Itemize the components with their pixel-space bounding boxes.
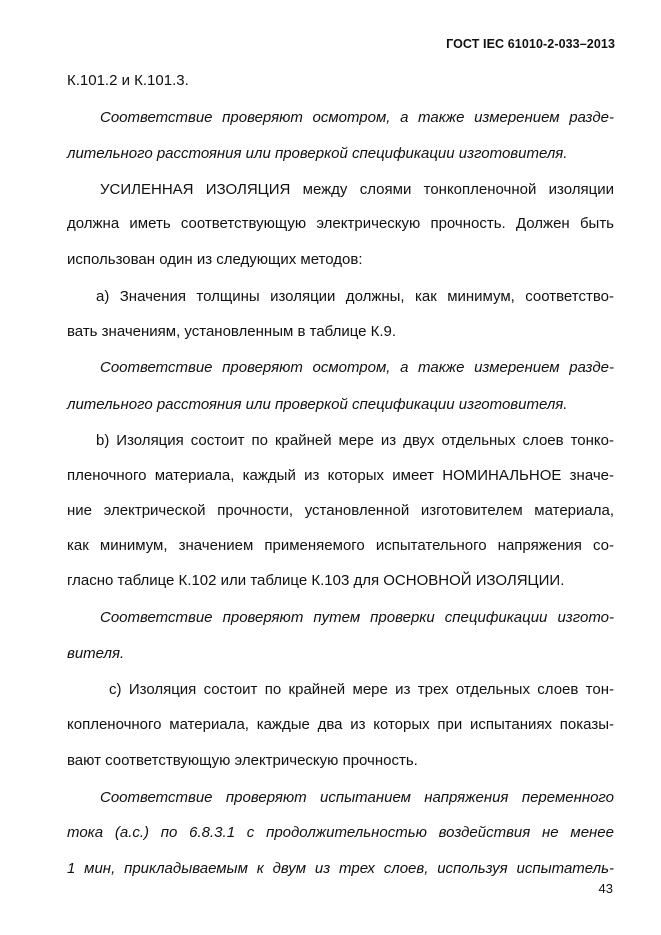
text-line: 1 мин, прикладываемым к двум из трех слоев, используя испытатель- <box>67 860 614 877</box>
text-line: как минимум, значением применяемого испытательного напряжения со- <box>67 537 614 554</box>
text-line: ние электрической прочности, установленной изготовителем материала, <box>67 502 614 519</box>
text-line: гласно таблице К.102 или таблице К.103 для ОСНОВНОЙ ИЗОЛЯЦИИ. <box>67 572 565 589</box>
text-line: вают соответствующую электрическую прочность. <box>67 752 418 769</box>
text-line: копленочного материала, каждые два из которых при испытаниях показы- <box>67 716 614 733</box>
text-line: вать значениям, установленным в таблице К.9. <box>67 323 397 340</box>
text-line: Соответствие проверяют путем проверки спецификации изгото- <box>100 609 614 626</box>
text-line: должна иметь соответствующую электрическую прочность. Должен быть <box>67 215 614 232</box>
text-line: лительного расстояния или проверкой спецификации изготовителя. <box>67 145 568 162</box>
text-line: Соответствие проверяют осмотром, а также измерением разде- <box>100 359 614 376</box>
text-line: b) Изоляция состоит по крайней мере из двух отдельных слоев тонко- <box>96 432 614 449</box>
text-line: Соответствие проверяют испытанием напряжения переменного <box>100 789 614 806</box>
page-number: 43 <box>598 881 613 896</box>
text-line: c) Изоляция состоит по крайней мере из трех отдельных слоев тон- <box>109 681 614 698</box>
text-line: a) Значения толщины изоляции должны, как минимум, соответство- <box>96 288 614 305</box>
text-line: использован один из следующих методов: <box>67 251 363 268</box>
text-line: лительного расстояния или проверкой спецификации изготовителя. <box>67 396 568 413</box>
text-line: пленочного материала, каждый из которых имеет НОМИНАЛЬНОЕ значе- <box>67 467 614 484</box>
text-line: тока (а.с.) по 6.8.3.1 с продолжительностью воздействия не менее <box>67 824 614 841</box>
text-line: УСИЛЕННАЯ ИЗОЛЯЦИЯ между слоями тонкопленочной изоляции <box>100 181 614 198</box>
text-line: вителя. <box>67 645 125 662</box>
document-header: ГОСТ IEC 61010-2-033–2013 <box>446 37 615 51</box>
text-line: К.101.2 и К.101.3. <box>67 72 189 89</box>
text-line: Соответствие проверяют осмотром, а также измерением разде- <box>100 109 614 126</box>
